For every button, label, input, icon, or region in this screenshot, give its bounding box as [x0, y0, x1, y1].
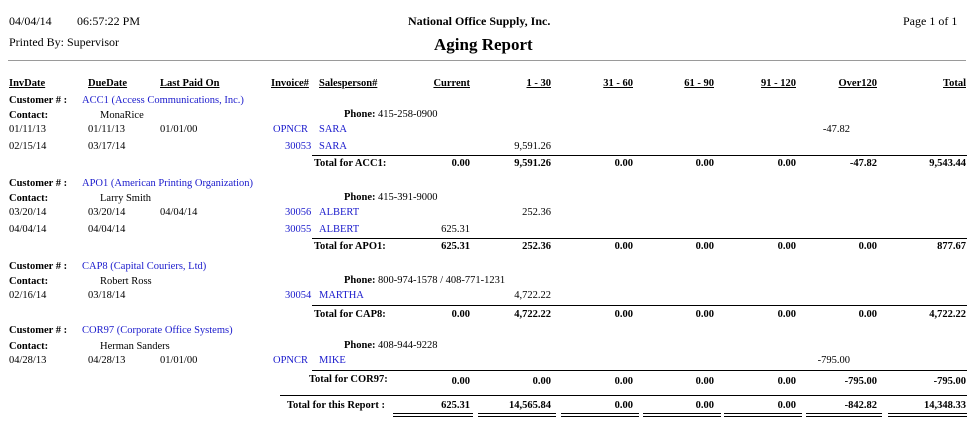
- over120-amount: -47.82: [822, 124, 850, 135]
- subtotal-current: 0.00: [451, 158, 470, 169]
- inv-date: 04/28/13: [9, 355, 47, 366]
- invoice-link[interactable]: 30054: [285, 290, 312, 301]
- subtotal-91-120: 0.00: [777, 376, 796, 387]
- b1-30-amount: 252.36: [522, 207, 551, 218]
- phone-label: Phone:: [344, 192, 376, 203]
- subtotal-total: 877.67: [937, 241, 966, 252]
- due-date: 03/18/14: [88, 290, 126, 301]
- subtotal-over120: -47.82: [849, 158, 877, 169]
- customer-label: Customer # :: [9, 261, 68, 272]
- last-paid: 01/01/00: [160, 355, 198, 366]
- phone-label: Phone:: [344, 275, 376, 286]
- report-total-91-120: 0.00: [777, 400, 796, 411]
- subtotal-rule: [312, 238, 967, 239]
- salesperson-link[interactable]: ALBERT: [319, 207, 360, 218]
- col-current: Current: [433, 78, 470, 89]
- subtotal-61-90: 0.00: [695, 376, 714, 387]
- last-paid: 04/04/14: [160, 207, 198, 218]
- col-over120: Over120: [838, 78, 877, 89]
- contact-name: Herman Sanders: [100, 341, 170, 352]
- due-date: 01/11/13: [88, 124, 125, 135]
- double-rule: [643, 413, 721, 417]
- page-title: Aging Report: [434, 35, 533, 54]
- due-date: 03/17/14: [88, 141, 126, 152]
- invoice-link[interactable]: 30056: [285, 207, 312, 218]
- inv-date: 01/11/13: [9, 124, 46, 135]
- current-amount: 625.31: [441, 224, 470, 235]
- inv-date: 03/20/14: [9, 207, 47, 218]
- report-total-current: 625.31: [441, 400, 470, 411]
- subtotal-1-30: 0.00: [532, 376, 551, 387]
- header-divider: [8, 60, 966, 61]
- col-invoice: Invoice#: [271, 78, 309, 89]
- contact-label: Contact:: [9, 276, 49, 287]
- customer-label: Customer # :: [9, 325, 68, 336]
- subtotal-current: 0.00: [451, 376, 470, 387]
- report-date: 04/04/14: [9, 14, 52, 28]
- report-total-label: Total for this Report :: [287, 400, 385, 411]
- subtotal-1-30: 252.36: [522, 241, 551, 252]
- phone-number: 415-391-9000: [378, 192, 438, 203]
- col-61-90: 61 - 90: [684, 78, 714, 89]
- phone-number: 408-944-9228: [378, 340, 438, 351]
- subtotal-label: Total for COR97:: [309, 374, 388, 385]
- phone-number: 415-258-0900: [378, 109, 438, 120]
- col-last-paid: Last Paid On: [160, 78, 220, 89]
- salesperson-link[interactable]: SARA: [319, 124, 348, 135]
- salesperson-link[interactable]: SARA: [319, 141, 348, 152]
- subtotal-label: Total for APO1:: [314, 241, 386, 252]
- subtotal-label: Total for ACC1:: [314, 158, 387, 169]
- salesperson-link[interactable]: MARTHA: [319, 290, 364, 301]
- subtotal-label: Total for CAP8:: [314, 309, 386, 320]
- col-91-120: 91 - 120: [761, 78, 796, 89]
- printed-by: Printed By: Supervisor: [9, 35, 119, 49]
- invoice-link[interactable]: 30055: [285, 224, 312, 235]
- subtotal-1-30: 4,722.22: [514, 309, 551, 320]
- col-due-date: DueDate: [88, 78, 128, 89]
- due-date: 04/28/13: [88, 355, 126, 366]
- report-total-total: 14,348.33: [924, 400, 966, 411]
- subtotal-total: -795.00: [933, 376, 966, 387]
- invoice-link[interactable]: OPNCR: [273, 355, 309, 366]
- due-date: 03/20/14: [88, 207, 126, 218]
- phone-label: Phone:: [344, 109, 376, 120]
- salesperson-link[interactable]: ALBERT: [319, 224, 360, 235]
- customer-label: Customer # :: [9, 95, 68, 106]
- subtotal-61-90: 0.00: [695, 158, 714, 169]
- invoice-link[interactable]: OPNCR: [273, 124, 309, 135]
- subtotal-rule: [312, 370, 967, 371]
- subtotal-current: 625.31: [441, 241, 470, 252]
- subtotal-over120: 0.00: [858, 241, 877, 252]
- double-rule: [888, 413, 967, 417]
- customer-link[interactable]: COR97 (Corporate Office Systems): [82, 325, 233, 336]
- inv-date: 02/16/14: [9, 290, 47, 301]
- col-1-30: 1 - 30: [526, 78, 551, 89]
- contact-name: Larry Smith: [100, 193, 152, 204]
- subtotal-91-120: 0.00: [777, 241, 796, 252]
- subtotal-31-60: 0.00: [614, 158, 633, 169]
- report-time: 06:57:22 PM: [77, 14, 141, 28]
- report-total-rule: [280, 395, 967, 396]
- subtotal-61-90: 0.00: [695, 241, 714, 252]
- subtotal-rule: [312, 305, 967, 306]
- subtotal-31-60: 0.00: [614, 241, 633, 252]
- last-paid: 01/01/00: [160, 124, 198, 135]
- subtotal-91-120: 0.00: [777, 309, 796, 320]
- subtotal-1-30: 9,591.26: [514, 158, 551, 169]
- col-31-60: 31 - 60: [603, 78, 633, 89]
- company-name: National Office Supply, Inc.: [408, 14, 551, 28]
- subtotal-rule: [312, 155, 967, 156]
- report-total-31-60: 0.00: [614, 400, 633, 411]
- report-total-1-30: 14,565.84: [509, 400, 551, 411]
- page-number: Page 1 of 1: [903, 14, 958, 28]
- col-salesperson: Salesperson#: [319, 78, 378, 89]
- subtotal-total: 4,722.22: [929, 309, 966, 320]
- subtotal-over120: 0.00: [858, 309, 877, 320]
- contact-label: Contact:: [9, 110, 49, 121]
- subtotal-current: 0.00: [451, 309, 470, 320]
- col-inv-date: InvDate: [9, 78, 46, 89]
- double-rule: [806, 413, 882, 417]
- subtotal-61-90: 0.00: [695, 309, 714, 320]
- subtotal-31-60: 0.00: [614, 309, 633, 320]
- subtotal-over120: -795.00: [844, 376, 877, 387]
- subtotal-31-60: 0.00: [614, 376, 633, 387]
- b1-30-amount: 4,722.22: [514, 290, 551, 301]
- customer-link[interactable]: ACC1 (Access Communications, Inc.): [82, 95, 244, 106]
- double-rule: [478, 413, 556, 417]
- salesperson-link[interactable]: MIKE: [319, 355, 346, 366]
- customer-link[interactable]: APO1 (American Printing Organization): [82, 178, 253, 189]
- contact-label: Contact:: [9, 193, 49, 204]
- customer-link[interactable]: CAP8 (Capital Couriers, Ltd): [82, 261, 207, 272]
- inv-date: 02/15/14: [9, 141, 47, 152]
- inv-date: 04/04/14: [9, 224, 47, 235]
- double-rule: [724, 413, 802, 417]
- invoice-link[interactable]: 30053: [285, 141, 312, 152]
- contact-name: Robert Ross: [100, 276, 152, 287]
- due-date: 04/04/14: [88, 224, 126, 235]
- subtotal-91-120: 0.00: [777, 158, 796, 169]
- report-total-over120: -842.82: [844, 400, 877, 411]
- double-rule: [393, 413, 473, 417]
- phone-number: 800-974-1578 / 408-771-1231: [378, 275, 506, 286]
- b1-30-amount: 9,591.26: [514, 141, 551, 152]
- report-total-61-90: 0.00: [695, 400, 714, 411]
- contact-name: MonaRice: [100, 110, 144, 121]
- customer-label: Customer # :: [9, 178, 68, 189]
- col-total: Total: [943, 78, 966, 89]
- over120-amount: -795.00: [817, 355, 850, 366]
- phone-label: Phone:: [344, 340, 376, 351]
- double-rule: [561, 413, 639, 417]
- subtotal-total: 9,543.44: [929, 158, 966, 169]
- contact-label: Contact:: [9, 341, 49, 352]
